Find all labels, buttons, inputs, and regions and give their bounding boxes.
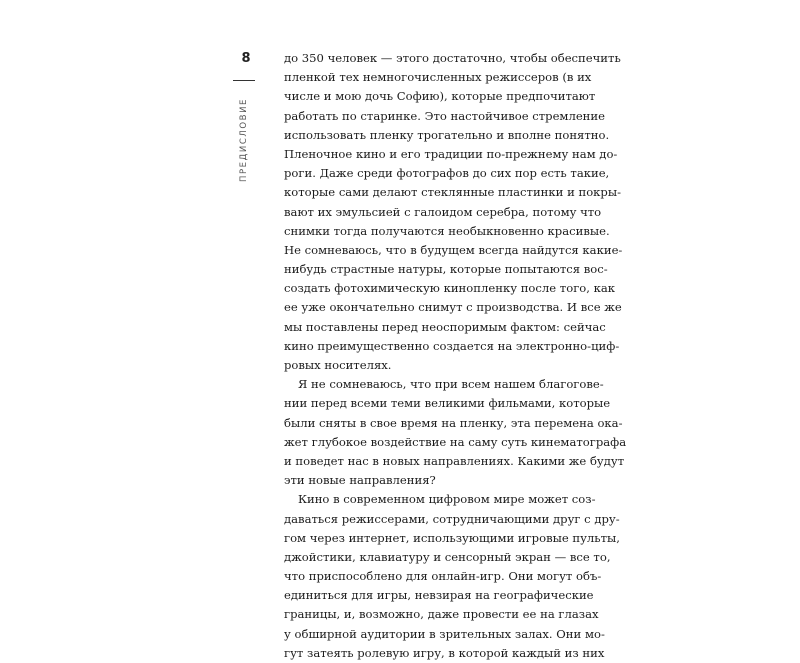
text-line: и поведет нас в новых направлениях. Какими же будут [284, 453, 625, 468]
text-line: нибудь страстные натуры, которые попытаются вос- [284, 262, 608, 277]
text-line: пленкой тех немногочисленных режиссеров (в их [284, 70, 592, 85]
text-line: были сняты в свое время на пленку, эта перемена ока- [284, 415, 623, 430]
paragraph [284, 375, 627, 490]
text-line: гом через интернет, использующими игровые пульты, [284, 530, 620, 545]
text-line: создать фотохимическую кинопленку после того, как [284, 281, 616, 296]
text-line: которые сами делают стеклянные пластинки и покры- [284, 185, 621, 200]
text-line: джойстики, клавиатуру и сенсорный экран — все то, [284, 549, 611, 564]
header-rule [233, 80, 255, 81]
running-header: ПРЕДИСЛОВИЕ [239, 97, 249, 183]
text-line: единиться для игры, невзирая на географические [284, 588, 594, 603]
text-line: Не сомневаюсь, что в будущем всегда найдутся какие- [284, 242, 623, 257]
text-line: Пленочное кино и его традиции по-прежнему нам до- [284, 146, 618, 161]
text-line: жет глубокое воздействие на саму суть кинематографа [284, 434, 627, 449]
text-line: до 350 человек — этого достаточно, чтобы обеспечить [284, 51, 621, 65]
text-line: гут затеять ролевую игру, в которой каждый из них [284, 645, 605, 660]
page-number: 8 [241, 51, 251, 66]
text-line: числе и мою дочь Софию), которые предпочитают [284, 89, 596, 104]
text-line: Кино в современном цифровом мире может соз- [298, 492, 596, 507]
text-line: вают их эмульсией с галоидом серебра, потому что [284, 204, 602, 219]
text-line: эти новые направления? [284, 473, 436, 488]
text-line: границы, и, возможно, даже провести ее на глазах [284, 607, 599, 622]
body-text [284, 49, 627, 663]
text-line: даваться режиссерами, сотрудничающими друг с дру- [284, 511, 620, 526]
text-line: у обширной аудитории в зрительных залах. Они мо- [284, 626, 605, 641]
text-line: мы поставлены перед неоспоримым фактом: сейчас [284, 319, 606, 334]
text-line: нии перед всеми теми великими фильмами, которые [284, 396, 611, 411]
text-line: что приспособлено для онлайн-игр. Они могут объ- [284, 569, 602, 584]
text-line: использовать пленку трогательно и вполне понятно. [284, 127, 610, 142]
text-line: ее уже окончательно снимут с производства. И все же [284, 300, 622, 315]
text-line: ровых носителях. [284, 358, 392, 372]
text-line: роги. Даже среди фотографов до сих пор есть такие, [284, 166, 610, 181]
paragraph [284, 49, 623, 375]
text-line: Я не сомневаюсь, что при всем нашем благогове- [298, 377, 604, 392]
text-line: кино преимущественно создается на электронно-циф- [284, 338, 620, 353]
text-line: снимки тогда получаются необыкновенно красивые. [284, 223, 610, 238]
paragraph [284, 490, 620, 663]
text-line: работать по старинке. Это настойчивое стремление [284, 108, 605, 123]
